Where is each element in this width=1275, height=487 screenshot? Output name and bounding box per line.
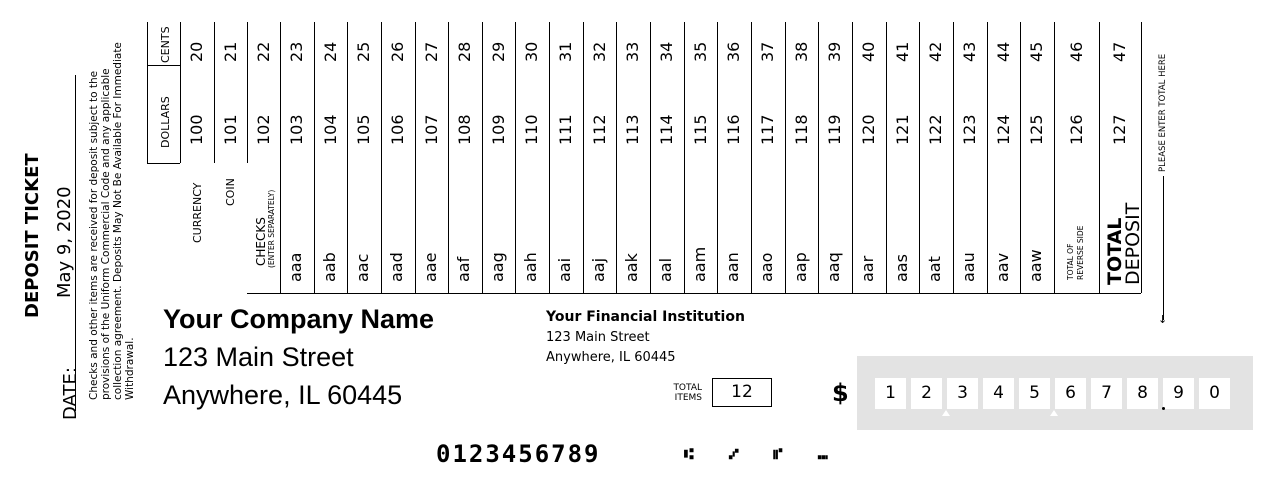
check-label: aaj xyxy=(588,257,608,282)
date-label: DATE: xyxy=(60,367,81,420)
dollars-cell[interactable]: 125 xyxy=(1027,114,1046,145)
total-reverse-label-1: TOTAL OF xyxy=(1066,243,1075,280)
company-name: Your Company Name xyxy=(163,304,435,334)
dollars-cell[interactable]: 116 xyxy=(724,114,743,145)
bank-name: Your Financial Institution xyxy=(546,309,745,325)
dollars-cell[interactable]: 102 xyxy=(253,114,273,145)
total-items-label-1: TOTAL xyxy=(673,383,702,393)
dollars-cell[interactable]: 113 xyxy=(623,114,642,145)
grid-vline xyxy=(381,22,382,293)
check-label: aab xyxy=(319,252,339,282)
cents-cell[interactable]: 29 xyxy=(488,41,508,62)
dollars-cell[interactable]: 115 xyxy=(690,114,710,145)
amount-digit-box[interactable]: 0 xyxy=(1199,378,1230,409)
check-label: aan xyxy=(723,252,742,282)
amount-digit-box[interactable]: 2 xyxy=(911,378,942,409)
grid-vline xyxy=(684,22,685,293)
check-label: aat xyxy=(925,256,944,282)
grid-hline xyxy=(147,163,180,164)
amount-symbol-icon: ⑇ xyxy=(729,444,739,463)
grid-vline xyxy=(415,22,416,293)
micr-numbers: 0123456789 xyxy=(436,440,601,468)
grid-vline xyxy=(515,22,516,293)
cents-cell[interactable]: 46 xyxy=(1066,41,1086,62)
check-label: aau xyxy=(959,252,978,282)
dollars-cell[interactable]: 107 xyxy=(421,114,441,145)
check-label: aah xyxy=(521,252,540,282)
currency-label: CURRENCY xyxy=(191,182,204,243)
check-label: aar xyxy=(858,255,877,282)
check-label: aam xyxy=(689,246,709,282)
grid-vline xyxy=(650,22,651,293)
amount-digit-box[interactable]: 3 xyxy=(947,378,978,409)
cents-cell[interactable]: 45 xyxy=(1027,41,1046,62)
grid-vline xyxy=(247,22,248,163)
cents-cell[interactable]: 38 xyxy=(791,41,811,62)
dollars-cell[interactable]: 101 xyxy=(220,114,240,145)
grid-vline xyxy=(583,22,584,293)
check-label: aak xyxy=(622,253,641,282)
grid-vline xyxy=(448,22,449,293)
grid-vline xyxy=(717,22,718,293)
amount-digit-box[interactable]: 4 xyxy=(983,378,1014,409)
enter-total-note: PLEASE ENTER TOTAL HERE xyxy=(1158,53,1168,172)
grid-vline xyxy=(919,22,920,293)
dollars-cell[interactable]: 104 xyxy=(320,114,340,145)
check-label: aag xyxy=(487,252,507,282)
dollars-cell[interactable]: 112 xyxy=(589,114,609,145)
cents-cell[interactable]: 21 xyxy=(220,41,240,62)
grid-vline xyxy=(549,22,550,293)
cents-header: CENTS xyxy=(159,26,172,63)
dollars-cell[interactable]: 111 xyxy=(556,114,575,145)
cents-cell[interactable]: 43 xyxy=(960,41,979,62)
cents-cell[interactable]: 28 xyxy=(455,41,474,62)
total-deposit-label-1: TOTAL xyxy=(1104,217,1126,285)
check-label: aaq xyxy=(824,252,843,282)
bank-address-2: Anywhere, IL 60445 xyxy=(546,350,676,365)
bank-address-1: 123 Main Street xyxy=(546,330,650,345)
date-value[interactable]: May 9, 2020 xyxy=(54,186,75,298)
grid-hline xyxy=(147,65,180,66)
total-items-label xyxy=(660,383,702,403)
dollars-cell[interactable]: 117 xyxy=(758,114,777,145)
amount-digit-box[interactable]: 6 xyxy=(1055,378,1086,409)
date-line xyxy=(75,75,76,411)
cents-cell[interactable]: 23 xyxy=(287,41,306,62)
grid-vline xyxy=(1099,22,1100,293)
disclaimer-text: Checks and other items are received for deposit subject to the provisions of the Uniform Commercial Code and any applicable collection agreement. Deposits May Not Be Available For Immediate Withdrawal. xyxy=(88,42,136,400)
grid-vline xyxy=(953,22,954,293)
total-items-label-2: ITEMS xyxy=(674,393,702,403)
grid-vline xyxy=(616,22,617,293)
dollars-cell[interactable]: 105 xyxy=(354,114,373,145)
amount-digit-box[interactable]: 7 xyxy=(1091,378,1122,409)
checks-note: (ENTER SEPARATELY) xyxy=(267,189,276,268)
grid-vline xyxy=(751,22,752,293)
check-label: aai xyxy=(555,257,574,282)
company-address-1: 123 Main Street xyxy=(163,342,354,372)
total-items-field[interactable]: 12 xyxy=(712,378,772,407)
dollars-cell[interactable]: 120 xyxy=(859,114,878,145)
grid-vline xyxy=(482,22,483,293)
grid-vline xyxy=(180,22,181,163)
total-deposit-label-2: DEPOSIT xyxy=(1122,202,1144,285)
grid-vline xyxy=(1054,22,1055,293)
coin-label: COIN xyxy=(224,178,237,206)
cents-cell[interactable]: 42 xyxy=(926,41,945,62)
grid-vline xyxy=(314,22,315,293)
check-label: aac xyxy=(353,253,372,282)
cents-cell[interactable]: 30 xyxy=(522,41,541,62)
grid-vline xyxy=(852,22,853,293)
check-label: aaf xyxy=(454,256,473,282)
cents-cell[interactable]: 40 xyxy=(859,41,878,62)
amount-digit-box[interactable]: 8 xyxy=(1127,378,1158,409)
cents-cell[interactable]: 39 xyxy=(825,41,844,62)
check-label: aav xyxy=(992,252,1012,282)
decimal-point xyxy=(1162,407,1165,410)
transit-symbol-icon: ⑆ xyxy=(684,444,694,463)
grid-vline xyxy=(147,22,148,163)
cents-cell[interactable]: 35 xyxy=(690,41,710,62)
on-us-symbol-icon: ⑈ xyxy=(773,444,783,463)
cents-cell[interactable]: 34 xyxy=(657,41,676,62)
ticket-title: DEPOSIT TICKET xyxy=(22,153,43,318)
cents-cell[interactable]: 47 xyxy=(1110,41,1129,62)
dollars-cell[interactable]: 126 xyxy=(1066,114,1086,145)
dollars-cell[interactable]: 124 xyxy=(993,114,1013,145)
dollars-cell[interactable]: 127 xyxy=(1110,114,1129,145)
down-arrow-icon: ↓ xyxy=(1158,313,1168,326)
check-label: aaa xyxy=(286,252,305,282)
check-label: aae xyxy=(420,252,440,282)
grid-vline xyxy=(1020,22,1021,293)
cents-cell[interactable]: 33 xyxy=(623,41,642,62)
cents-cell[interactable]: 32 xyxy=(589,41,609,62)
triangle-marker-1 xyxy=(942,410,950,416)
grid-vline xyxy=(280,22,281,293)
grid-vline xyxy=(987,22,988,293)
check-label: aao xyxy=(757,252,776,282)
check-label: aas xyxy=(891,254,911,282)
cents-cell[interactable]: 20 xyxy=(187,41,206,62)
cents-cell[interactable]: 36 xyxy=(724,41,743,62)
grid-vline xyxy=(785,22,786,293)
dollars-cell[interactable]: 119 xyxy=(825,114,844,145)
dollars-cell[interactable]: 100 xyxy=(187,114,206,145)
triangle-marker-2 xyxy=(1050,410,1058,416)
dollars-header: DOLLARS xyxy=(159,96,172,148)
cents-cell[interactable]: 37 xyxy=(758,41,777,62)
total-reverse-label-2: REVERSE SIDE xyxy=(1076,225,1085,280)
cents-cell[interactable]: 31 xyxy=(556,41,575,62)
cents-cell[interactable]: 44 xyxy=(993,41,1013,62)
dollars-cell[interactable]: 106 xyxy=(388,114,407,145)
grid-vline xyxy=(818,22,819,293)
cents-cell[interactable]: 25 xyxy=(354,41,373,62)
company-address-2: Anywhere, IL 60445 xyxy=(163,380,403,410)
dollars-cell[interactable]: 103 xyxy=(287,114,306,145)
dollars-cell[interactable]: 121 xyxy=(892,114,912,145)
grid-hline xyxy=(247,293,1141,294)
dollars-cell[interactable]: 110 xyxy=(522,114,541,145)
dollars-cell[interactable]: 123 xyxy=(960,114,979,145)
dollar-sign: $ xyxy=(832,379,849,407)
dash-symbol-icon: ⑉ xyxy=(818,444,828,463)
dollars-cell[interactable]: 122 xyxy=(926,114,945,145)
check-label: aaw xyxy=(1026,249,1045,282)
check-label: aad xyxy=(387,252,406,282)
cents-cell[interactable]: 41 xyxy=(892,41,912,62)
grid-vline xyxy=(214,22,215,163)
amount-digit-box[interactable]: 9 xyxy=(1163,378,1194,409)
cents-cell[interactable]: 27 xyxy=(421,41,441,62)
dollars-cell[interactable]: 118 xyxy=(791,114,811,145)
dollars-cell[interactable]: 109 xyxy=(488,114,508,145)
cents-cell[interactable]: 24 xyxy=(320,41,340,62)
dollars-cell[interactable]: 114 xyxy=(657,114,676,145)
cents-cell[interactable]: 26 xyxy=(388,41,407,62)
amount-digit-box[interactable]: 5 xyxy=(1019,378,1050,409)
checks-label: CHECKS xyxy=(254,217,268,266)
amount-digit-box[interactable]: 1 xyxy=(875,378,906,409)
grid-vline xyxy=(347,22,348,293)
check-label: aap xyxy=(790,252,810,282)
cents-cell[interactable]: 22 xyxy=(253,41,273,62)
grid-vline xyxy=(886,22,887,293)
check-label: aal xyxy=(656,257,675,282)
side-arrow-line xyxy=(1163,176,1164,320)
dollars-cell[interactable]: 108 xyxy=(455,114,474,145)
